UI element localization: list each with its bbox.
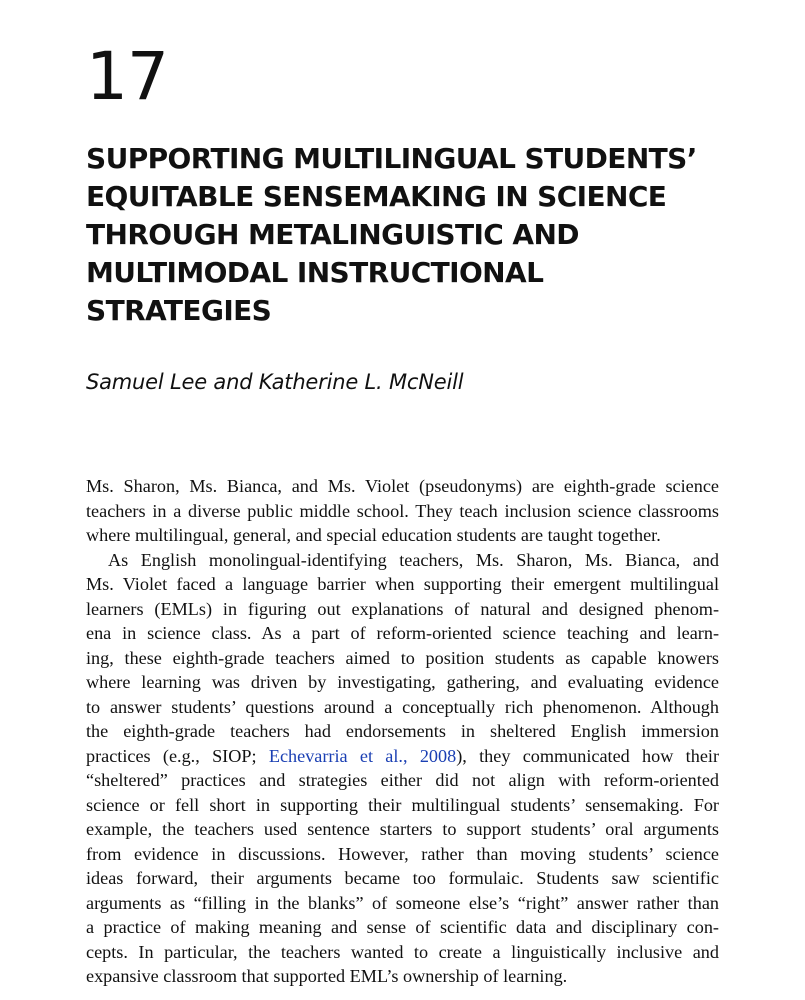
text-line: the eighth-grade teachers had endorsements in sheltered English immersion xyxy=(86,721,719,741)
text-line: learners (EMLs) in figuring out explanations of natural and designed phenom- xyxy=(86,598,719,619)
body-text xyxy=(86,474,719,989)
chapter-title-line: STRATEGIES xyxy=(86,294,272,327)
paragraph-2 xyxy=(86,548,719,989)
chapter-title-line: THROUGH METALINGUISTIC AND xyxy=(86,218,579,251)
chapter-title-line: SUPPORTING MULTILINGUAL STUDENTS’ xyxy=(86,142,697,175)
text-line: science or fell short in supporting their multilingual students’ sensemaking. For xyxy=(86,794,719,815)
paragraph-1 xyxy=(86,474,719,548)
text-line: where learning was driven by investigating, gathering, and evaluating evidence xyxy=(86,672,719,692)
chapter-title xyxy=(86,140,746,330)
text-line: to answer students’ questions around a conceptually rich phenomenon. Although xyxy=(86,696,719,717)
text-line: ing, these eighth-grade teachers aimed to position students as capable knowers xyxy=(86,647,719,668)
chapter-title-line: MULTIMODAL INSTRUCTIONAL xyxy=(86,256,544,289)
chapter-number: 17 xyxy=(86,38,168,115)
text-line: teachers in a diverse public middle school. They teach inclusion science classrooms xyxy=(86,500,719,521)
text-line: Ms. Sharon, Ms. Bianca, and Ms. Violet (pseudonyms) are eighth-grade science xyxy=(86,476,719,496)
text-line: arguments as “filling in the blanks” of someone else’s “right” answer rather than xyxy=(86,892,719,913)
chapter-authors: Samuel Lee and Katherine L. McNeill xyxy=(86,370,464,394)
text-line: where multilingual, general, and special education students are taught together. xyxy=(86,525,661,545)
text-line: from evidence in discussions. However, rather than moving students’ science xyxy=(86,843,719,864)
text-line: example, the teachers used sentence starters to support students’ oral arguments xyxy=(86,819,719,839)
citation-post: ), they communicated how their xyxy=(456,745,719,766)
text-line: cepts. In particular, the teachers wanted to create a linguistically inclusive and xyxy=(86,941,719,962)
chapter-title-line: EQUITABLE SENSEMAKING IN SCIENCE xyxy=(86,180,667,213)
text-line: Ms. Violet faced a language barrier when supporting their emergent multilingual xyxy=(86,574,719,594)
text-line: expansive classroom that supported EML’s ownership of learning. xyxy=(86,966,568,986)
text-line: ena in science class. As a part of reform-oriented science teaching and learn- xyxy=(86,623,719,643)
citation-link[interactable]: Echevarria et al., 2008 xyxy=(268,745,457,766)
text-line: As English monolingual-identifying teachers, Ms. Sharon, Ms. Bianca, and xyxy=(108,549,719,570)
text-line: “sheltered” practices and strategies either did not align with reform-oriented xyxy=(86,770,719,790)
text-line: ideas forward, their arguments became too formulaic. Students saw scientific xyxy=(86,868,719,888)
citation-pre: practices (e.g., SIOP; xyxy=(86,745,269,766)
citation-text-line xyxy=(86,744,719,769)
text-line: a practice of making meaning and sense of scientific data and disciplinary con- xyxy=(86,917,719,937)
